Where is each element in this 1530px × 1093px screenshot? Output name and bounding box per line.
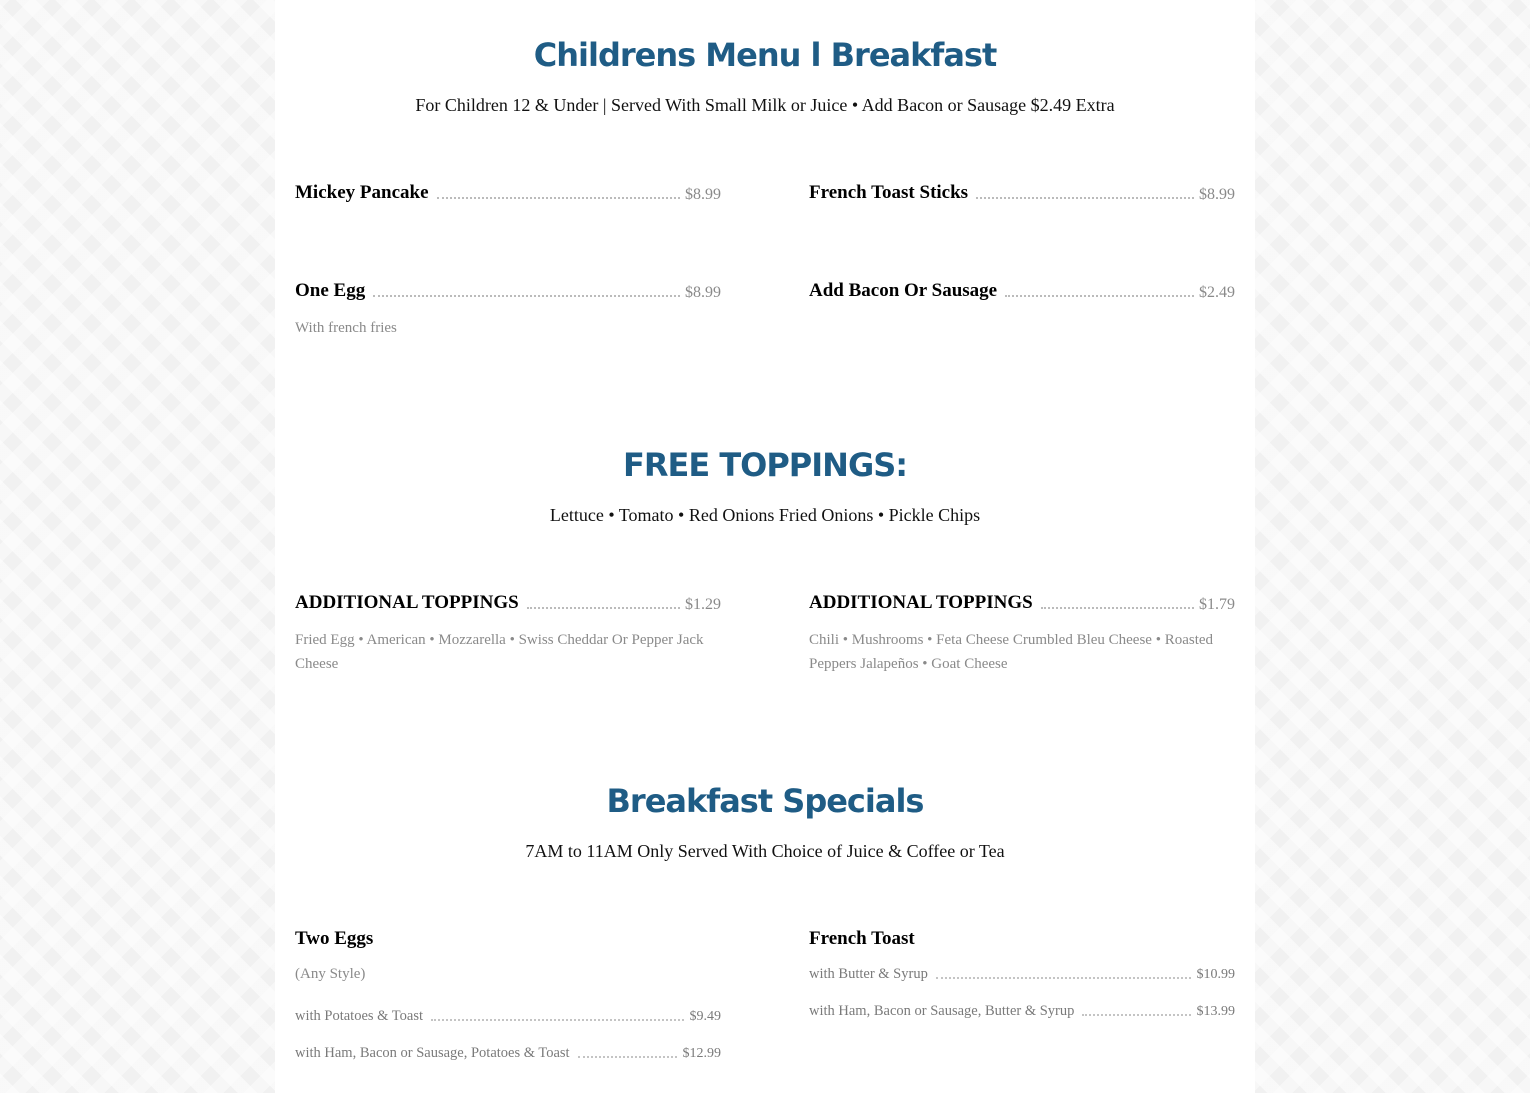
option-row [295, 1008, 721, 1025]
item-price: $2.49 [1199, 284, 1235, 301]
breakfast-specials-subtitle: 7AM to 11AM Only Served With Choice of Juice & Coffee or Tea [525, 841, 1005, 861]
option-row [295, 1045, 721, 1062]
dot-leader [1005, 294, 1194, 297]
free-toppings-title: FREE TOPPINGS: [622, 446, 908, 484]
dot-leader [431, 1018, 683, 1021]
option-label: with Ham, Bacon or Sausage, Potatoes & Toast [295, 1045, 570, 1061]
item-name: ADDITIONAL TOPPINGS [295, 592, 519, 613]
childrens-menu-subtitle: For Children 12 & Under | Served With Small Milk or Juice • Add Bacon or Sausage $2.49 Extra [415, 95, 1115, 115]
option-row [809, 1003, 1235, 1020]
option-label: with Ham, Bacon or Sausage, Butter & Syrup [809, 1003, 1075, 1019]
item-price: $8.99 [1199, 186, 1235, 203]
free-toppings-list: Lettuce • Tomato • Red Onions Fried Onions • Pickle Chips [549, 505, 981, 525]
menu-item-mickey-pancake [295, 182, 721, 204]
menu-item-one-egg [295, 280, 721, 340]
item-price: $1.79 [1199, 596, 1235, 613]
menu-item-additional-toppings-2 [809, 592, 1235, 676]
item-name: Two Eggs [295, 928, 374, 949]
menu-item-french-toast-sticks [809, 182, 1235, 204]
dot-leader [1041, 606, 1194, 609]
item-name: French Toast Sticks [809, 182, 969, 203]
dot-leader [578, 1055, 677, 1058]
dot-leader [373, 294, 680, 297]
menu-item-french-toast [809, 928, 1235, 950]
option-label: with Potatoes & Toast [295, 1008, 424, 1024]
option-price: $9.49 [689, 1009, 721, 1024]
item-note: (Any Style) [295, 966, 366, 982]
item-name: Mickey Pancake [295, 182, 429, 203]
item-price: $1.29 [685, 596, 721, 613]
option-price: $10.99 [1196, 967, 1235, 982]
option-label: with Butter & Syrup [809, 966, 928, 982]
item-price: $8.99 [685, 284, 721, 301]
breakfast-specials-title: Breakfast Specials [606, 782, 924, 820]
option-row [809, 966, 1235, 983]
childrens-menu-title: Childrens Menu l Breakfast [533, 36, 997, 74]
item-description: With french fries [295, 320, 397, 336]
dot-leader [936, 976, 1191, 979]
item-description: Fried Egg • American • Mozzarella • Swiss Cheddar Or Pepper Jack Cheese [295, 632, 704, 672]
item-name: French Toast [809, 928, 915, 949]
menu-item-two-eggs [295, 928, 721, 986]
item-description: Chili • Mushrooms • Feta Cheese Crumbled Bleu Cheese • Roasted Peppers Jalapeños • Goat Cheese [809, 632, 1214, 672]
item-name: Add Bacon Or Sausage [809, 280, 998, 301]
menu-item-additional-toppings-1 [295, 592, 721, 676]
item-name: One Egg [295, 280, 366, 301]
option-price: $13.99 [1196, 1004, 1235, 1019]
item-price: $8.99 [685, 186, 721, 203]
menu-item-add-bacon-or-sausage [809, 280, 1235, 302]
option-price: $12.99 [682, 1046, 721, 1061]
dot-leader [1082, 1013, 1190, 1016]
dot-leader [527, 606, 680, 609]
menu-page [275, 0, 1255, 1093]
dot-leader [437, 196, 680, 199]
item-name: ADDITIONAL TOPPINGS [809, 592, 1033, 613]
dot-leader [976, 196, 1194, 199]
